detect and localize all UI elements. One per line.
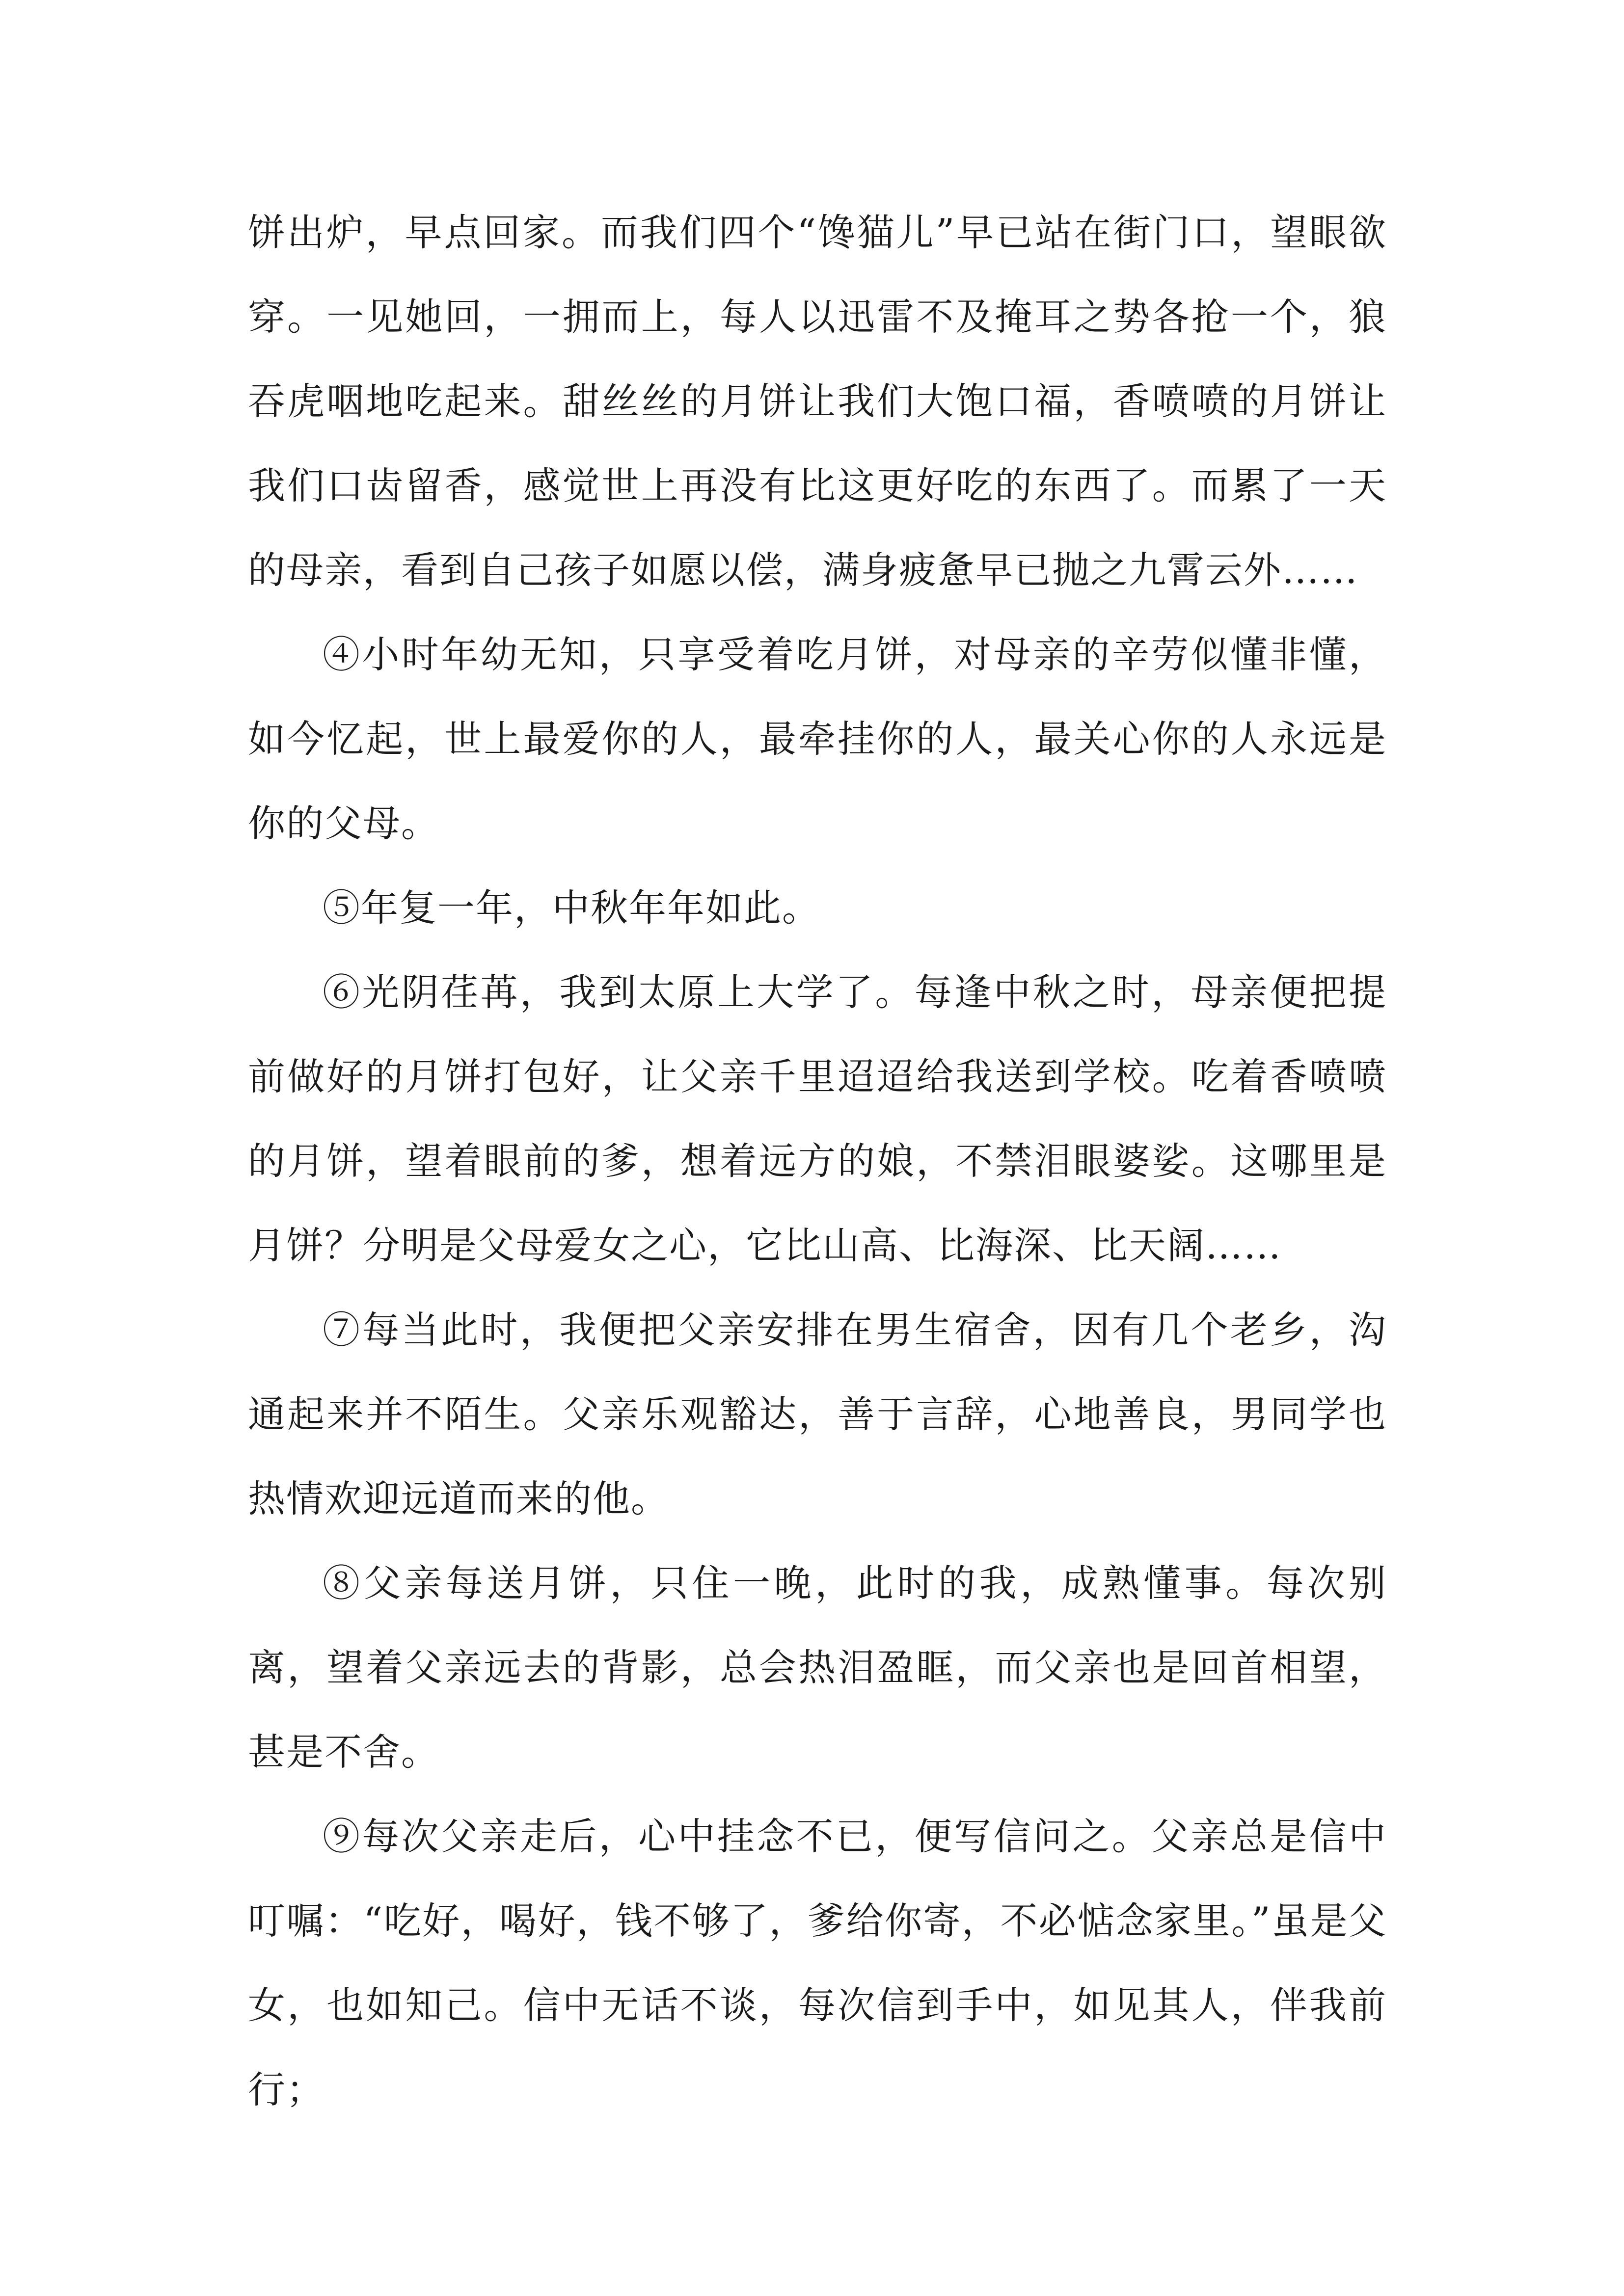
paragraph-7: ⑦每当此时，我便把父亲安排在男生宿舍，因有几个老乡，沟通起来并不陌生。父亲乐观豁达，善于言辞，心地善良，男同学也热情欢迎远道而来的他。 (248, 1308, 1387, 1521)
article-body (248, 190, 1387, 2132)
paragraph-continuation: 饼出炉，早点回家。而我们四个“馋猫儿”早已站在街门口，望眼欲穿。一见她回，一拥而上，每人以迅雷不及掩耳之势各抢一个，狼吞虎咽地吃起来。甜丝丝的月饼让我们大饱口福，香喷喷的月饼让我们口齿留香，感觉世上再没有比这更好吃的东西了。而累了一天的母亲，看到自己孩子如愿以偿，满身疲惫早已抛之九霄云外…… (248, 211, 1387, 592)
paragraph-6: ⑥光阴荏苒，我到太原上大学了。每逢中秋之时，母亲便把提前做好的月饼打包好，让父亲千里迢迢给我送到学校。吃着香喷喷的月饼，望着眼前的爹，想着远方的娘，不禁泪眼婆娑。这哪里是月饼？分明是父母爱女之心，它比山高、比海深、比天阔…… (248, 970, 1387, 1267)
paragraph-4: ④小时年幼无知，只享受着吃月饼，对母亲的辛劳似懂非懂，如今忆起，世上最爱你的人，最牵挂你的人，最关心你的人永远是你的父母。 (248, 633, 1387, 845)
paragraph-5: ⑤年复一年，中秋年年如此。 (323, 886, 820, 930)
paragraph-8: ⑧父亲每送月饼，只住一晚，此时的我，成熟懂事。每次别离，望着父亲远去的背影，总会热泪盈眶，而父亲也是回首相望，甚是不舍。 (248, 1561, 1387, 1774)
paragraph-9: ⑨每次父亲走后，心中挂念不已，便写信问之。父亲总是信中叮嘱：“吃好，喝好，钱不够了，爹给你寄，不必惦念家里。”虽是父女，也如知己。信中无话不谈，每次信到手中，如见其人，伴我前行； (248, 1815, 1387, 2111)
